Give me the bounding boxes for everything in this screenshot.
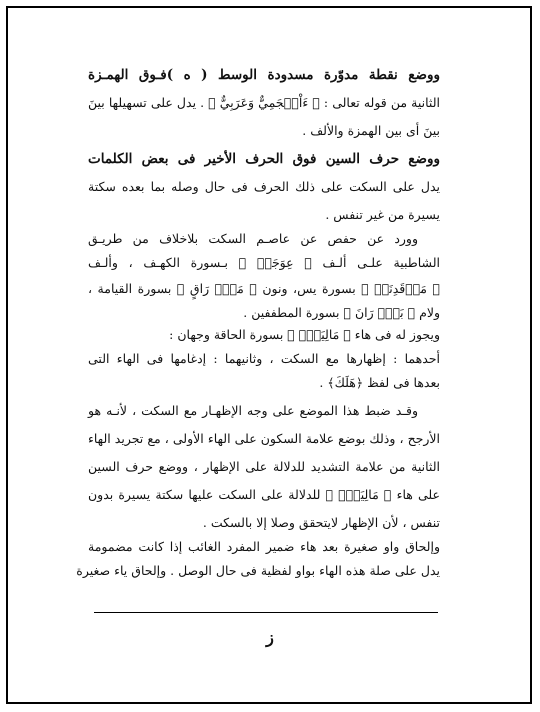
text-line: الشاطبية علـى ألـف ﴿ عِوَجَاۜ ﴾ بـسورة الكهـف ، وألـف (88, 255, 440, 270)
text-line: بينَ أى بين الهمزة والألف . (302, 123, 440, 138)
heading-hamza-dot: ووضع نقطة مدوّرة مسدودة الوسط ( ه )فـوق الهمـزة (88, 67, 440, 83)
text-line: وورد عن حفص عن عاصـم السكت بلاخلاف من طريـق (88, 231, 418, 246)
text-line: ﴿ مَرۡقَدِنَاۜ ﴾ بسورة يس، ونون ﴿ مَنۡۜ رَاقٍ ﴾ بسورة القيامة ، (88, 281, 440, 296)
text-line: تنفس ، لأن الإظهار لايتحقق وصلا إلا بالسكت . (202, 515, 440, 530)
text-line: يدل على صلة هذه الهاء بواو لفظية فى حال الوصل . وإلحاق ياء صغيرة (76, 563, 440, 578)
page-number: ز (266, 628, 274, 647)
footer-divider (94, 612, 438, 613)
text-line: يدل على السكت على ذلك الحرف فى حال وصله بما بعده سكتة (88, 179, 440, 194)
text-line: وقـد ضبط هذا الموضع على وجه الإظهـار مع السكت ، لأنـه هو (88, 403, 418, 418)
text-line: ولام ﴿ بَلۡۜ رَانَ ﴾ بسورة المطففين . (243, 305, 440, 320)
text-line: يسيرة من غير تنفس . (325, 207, 440, 222)
heading-sin-letter: ووضع حرف السين فوق الحرف الأخير فى بعض الكلمات (88, 151, 440, 167)
text-line: بعدها فى لفظ ﴿هَلَكَ﴾ . (319, 375, 440, 390)
text-line: على هاء ﴿ مَالِيَهۡۜ ﴾ للدلالة على السكت عليها سكتة يسيرة بدون (88, 487, 440, 502)
text-line: الأرجح ، وذلك بوضع علامة السكون على الهاء الأولى ، مع تجريد الهاء (88, 431, 440, 446)
text-line: الثانية من قوله تعالى : ﴿ ءَاْعۡجَمِيٌّ وَعَرَبِيٌّ ﴾ . يدل على تسهيلها بينَ (88, 95, 440, 110)
text-line: الثانية من علامة التشديد للدلالة على الإظهار ، ووضع حرف السين (88, 459, 440, 474)
text-line: ويجوز له فى هاء ﴿ مَالِيَهۡۜ ﴾ بسورة الحاقة وجهان : (169, 327, 440, 342)
text-line: وإلحاق واو صغيرة بعد هاء ضمير المفرد الغائب إذا كانت مضمومة (88, 539, 440, 554)
text-line: أحدهما : إظهارها مع السكت ، وثانيهما : إدغامها فى الهاء التى (88, 351, 440, 366)
